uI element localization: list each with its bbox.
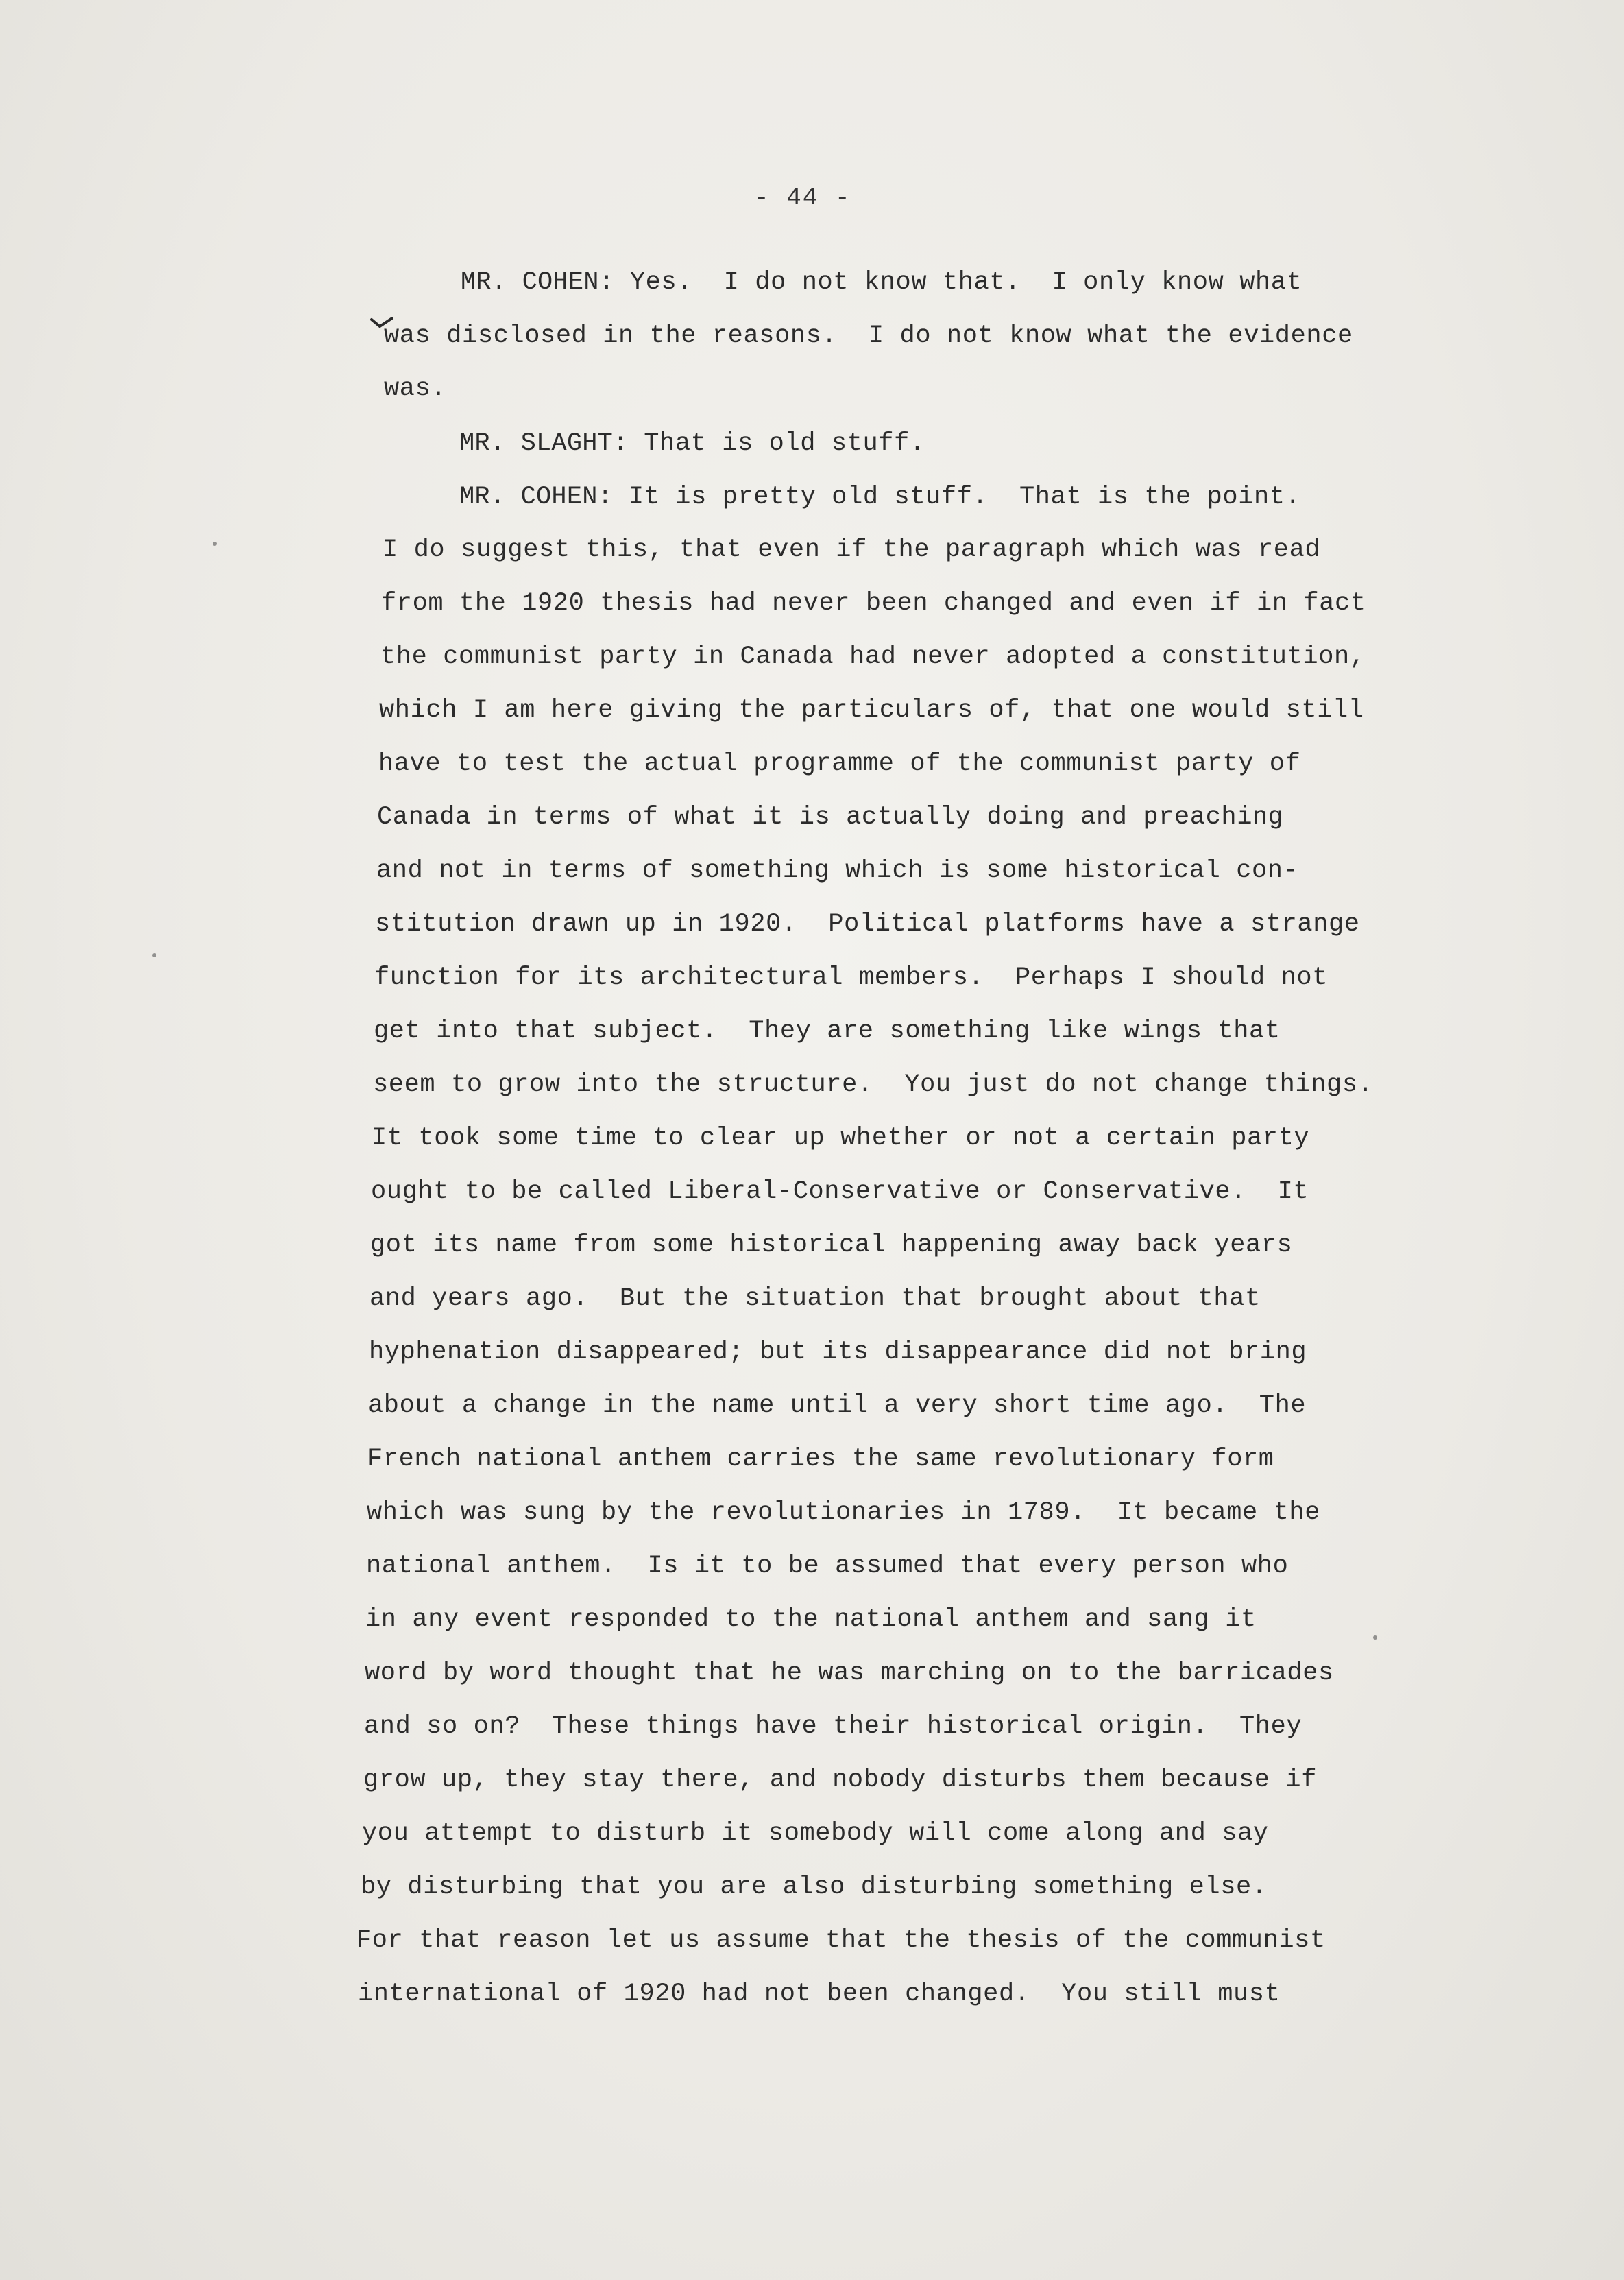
line-text: stitution drawn up in 1920. Political platforms have a strange (375, 910, 1360, 939)
line-text: I do suggest this, that even if the paragraph which was read (383, 536, 1321, 564)
line-text: grow up, they stay there, and nobody disturbs them because if (363, 1766, 1318, 1795)
line-text: word by word thought that he was marching on to the barricades (365, 1659, 1334, 1688)
line-text: international of 1920 had not been changed. You still must (358, 1980, 1281, 2008)
text-line (380, 642, 1366, 672)
line-text: Canada in terms of what it is actually doing and preaching (377, 803, 1284, 832)
line-text: It is pretty old stuff. That is the point. (613, 483, 1301, 512)
text-line (370, 1230, 1292, 1260)
text-line (374, 963, 1328, 993)
line-text: Yes. I do not know that. I only know what (614, 268, 1302, 297)
line-text: have to test the actual programme of the communist party of (378, 749, 1301, 778)
text-line (384, 321, 1353, 351)
text-line (369, 1337, 1307, 1367)
line-text: and not in terms of something which is some historical con- (376, 856, 1299, 885)
text-line (373, 1070, 1373, 1100)
line-text: the communist party in Canada had never adopted a constitution, (380, 643, 1366, 671)
text-line (363, 1765, 1317, 1795)
speaker-label: MR. COHEN: (461, 268, 615, 297)
line-text: from the 1920 thesis had never been changed and even if in fact (381, 589, 1366, 618)
text-line (369, 1284, 1261, 1314)
speaker-label: MR. COHEN: (459, 483, 614, 512)
text-line (375, 909, 1360, 939)
line-text: and so on? These things have their historical origin. They (364, 1712, 1302, 1741)
text-line (459, 482, 1300, 512)
line-text: about a change in the name until a very short time ago. The (368, 1391, 1307, 1420)
line-text: was disclosed in the reasons. I do not know what the evidence (384, 322, 1353, 350)
text-line (383, 535, 1320, 565)
line-text: hyphenation disappeared; but its disappearance did not bring (369, 1338, 1307, 1367)
text-line (365, 1605, 1257, 1635)
line-text: in any event responded to the national anthem and sang it (365, 1605, 1257, 1634)
text-line (366, 1551, 1288, 1581)
line-text: For that reason let us assume that the thesis of the communist (356, 1926, 1326, 1955)
speaker-label: MR. SLAGHT: (459, 429, 629, 458)
text-line (361, 1872, 1268, 1902)
line-text: ought to be called Liberal-Conservative or Conservative. It (371, 1177, 1309, 1206)
text-line (356, 1925, 1326, 1956)
text-line (358, 1979, 1280, 2009)
text-line (372, 1123, 1309, 1153)
text-line (379, 695, 1364, 725)
line-text: French national anthem carries the same revolutionary form (367, 1445, 1274, 1474)
line-text: seem to grow into the structure. You just do not change things. (373, 1070, 1374, 1099)
text-line (461, 267, 1302, 298)
text-line (381, 588, 1366, 619)
line-text: function for its architectural members. Perhaps I should not (374, 963, 1329, 992)
line-text: by disturbing that you are also disturbing something else. (361, 1873, 1268, 1901)
text-line (377, 802, 1284, 832)
line-text: got its name from some historical happening away back years (370, 1231, 1293, 1260)
text-line (371, 1177, 1309, 1207)
line-text: was. (384, 374, 447, 403)
line-text: which was sung by the revolutionaries in 1789. It became the (367, 1498, 1321, 1527)
line-text: which I am here giving the particulars of, that one would still (379, 696, 1364, 725)
line-text: It took some time to clear up whether or not a certain party (372, 1124, 1310, 1153)
text-line (374, 1016, 1281, 1046)
line-text: you attempt to disturb it somebody will come along and say (362, 1819, 1269, 1848)
text-line (384, 374, 446, 404)
text-line (459, 429, 925, 459)
line-text: and years ago. But the situation that brought about that (369, 1284, 1261, 1313)
text-line (364, 1712, 1302, 1742)
text-line (367, 1444, 1274, 1474)
text-line (376, 856, 1298, 886)
line-text: get into that subject. They are something like wings that (374, 1017, 1281, 1046)
text-line (368, 1391, 1306, 1421)
text-line (378, 749, 1300, 779)
page-number: - 44 - (754, 184, 851, 212)
text-line (365, 1658, 1334, 1688)
text-line (362, 1819, 1269, 1849)
line-text: national anthem. Is it to be assumed that every person who (366, 1552, 1289, 1581)
line-text: That is old stuff. (628, 429, 925, 458)
text-line (367, 1498, 1320, 1528)
